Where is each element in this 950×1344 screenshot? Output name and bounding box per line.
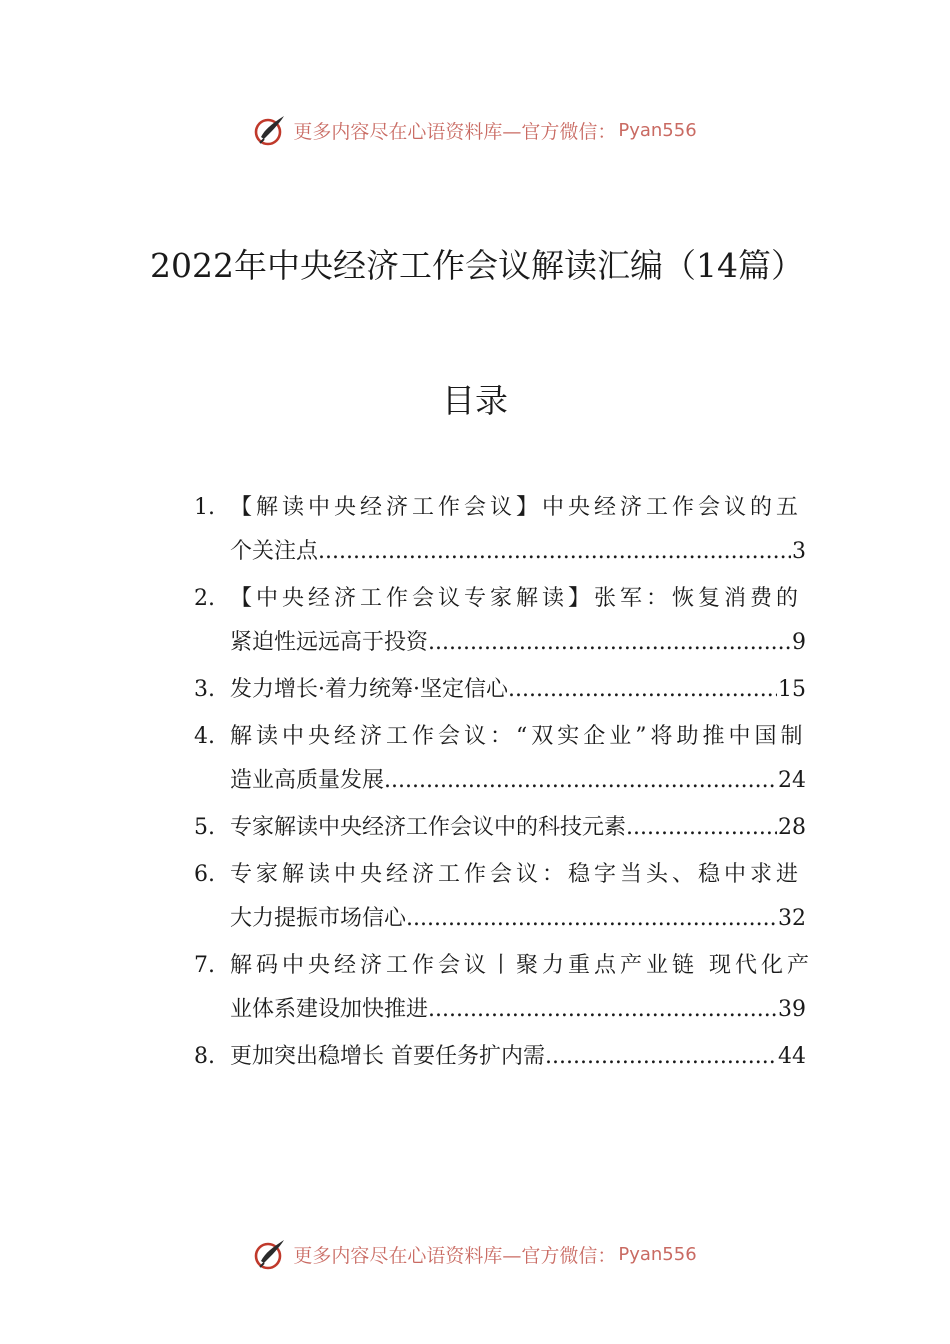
toc-entry-last-line: [230, 897, 806, 941]
toc-entry-number: 3.: [194, 677, 215, 702]
toc-page-number: 39: [778, 997, 806, 1022]
toc-entry-title: 业体系建设加快推进: [230, 997, 429, 1022]
toc-entry-last-line: [230, 621, 806, 665]
toc-entry-title: 造业高质量发展: [230, 768, 385, 793]
table-of-contents: [194, 486, 813, 1082]
toc-entry[interactable]: [194, 1035, 806, 1079]
toc-leader-dots: [428, 621, 791, 665]
toc-leader-dots: [626, 806, 777, 850]
toc-leader-dots: [406, 897, 777, 941]
toc-entry-body: [230, 715, 806, 803]
toc-entry-body: [230, 944, 813, 1032]
toc-entry-title-line: 专家解读中央经济工作会议：稳字当头、稳中求进: [230, 862, 803, 887]
toc-page-number: 32: [778, 906, 806, 931]
toc-entry-title-line: 【解读中央经济工作会议】中央经济工作会议的五: [230, 495, 803, 520]
toc-entry-number: 1.: [194, 495, 215, 520]
toc-entry[interactable]: [194, 853, 806, 941]
watermark-wechat-id: Pyan556: [618, 1243, 697, 1265]
toc-entry-title: 个关注点: [230, 539, 319, 564]
toc-entry-body: [230, 1035, 806, 1079]
watermark-text: 更多内容尽在心语资料库—官方微信：: [293, 120, 617, 143]
toc-page-number: 24: [778, 768, 806, 793]
toc-entry[interactable]: [194, 486, 806, 574]
toc-entry-last-line: [230, 530, 806, 574]
toc-entry-body: [230, 577, 806, 665]
toc-entry[interactable]: [194, 715, 806, 803]
toc-entry-last-line: [230, 759, 806, 803]
header-watermark: [0, 108, 950, 152]
toc-entry-number: 8.: [194, 1044, 215, 1069]
toc-entry-body: [230, 668, 806, 712]
toc-page-number: 28: [778, 815, 806, 840]
toc-entry-title: 专家解读中央经济工作会议中的科技元素: [230, 815, 627, 840]
toc-page-number: 3: [792, 539, 806, 564]
toc-leader-dots: [384, 759, 777, 803]
toc-leader-dots: [508, 668, 777, 712]
footer-watermark: [0, 1232, 950, 1276]
toc-entry[interactable]: [194, 577, 806, 665]
toc-entry[interactable]: [194, 944, 813, 1032]
document-title: 2022年中央经济工作会议解读汇编（14篇）: [150, 246, 804, 285]
watermark-text: 更多内容尽在心语资料库—官方微信：: [293, 1244, 617, 1267]
toc-entry-title: 大力提振市场信心: [230, 906, 407, 931]
toc-entry-title-line: 【中央经济工作会议专家解读】张军：恢复消费的: [230, 586, 803, 611]
toc-entry-last-line: [230, 1035, 806, 1079]
quill-logo-icon: [253, 1237, 287, 1271]
toc-entry-body: [230, 853, 806, 941]
toc-entry-number: 4.: [194, 724, 215, 749]
toc-entry-title-line: 解码中央经济工作会议丨聚力重点产业链 现代化产: [230, 953, 813, 978]
toc-entry-number: 5.: [194, 815, 215, 840]
toc-entry-number: 2.: [194, 586, 215, 611]
toc-entry-last-line: [230, 668, 806, 712]
quill-logo-icon: [253, 113, 287, 147]
toc-entry-body: [230, 806, 806, 850]
toc-page-number: 44: [778, 1044, 806, 1069]
toc-page-number: 9: [792, 630, 806, 655]
toc-entry-title: 发力增长·着力统筹·坚定信心: [230, 677, 508, 702]
toc-entry-last-line: [230, 806, 806, 850]
toc-entry-number: 6.: [194, 862, 215, 887]
toc-leader-dots: [545, 1035, 777, 1079]
toc-page-number: 15: [778, 677, 806, 702]
toc-leader-dots: [428, 988, 777, 1032]
toc-leader-dots: [318, 530, 791, 574]
watermark-wechat-id: Pyan556: [618, 119, 697, 141]
toc-entry-title: 紧迫性远远高于投资: [230, 630, 429, 655]
toc-entry-title: 更加突出稳增长 首要任务扩内需: [230, 1044, 545, 1069]
toc-entry[interactable]: [194, 668, 806, 712]
toc-entry-body: [230, 486, 806, 574]
toc-entry[interactable]: [194, 806, 806, 850]
toc-heading: 目录: [442, 381, 508, 420]
toc-entry-last-line: [230, 988, 806, 1032]
toc-entry-title-line: 解读中央经济工作会议：“双实企业”将助推中国制: [230, 724, 807, 749]
toc-entry-number: 7.: [194, 953, 215, 978]
